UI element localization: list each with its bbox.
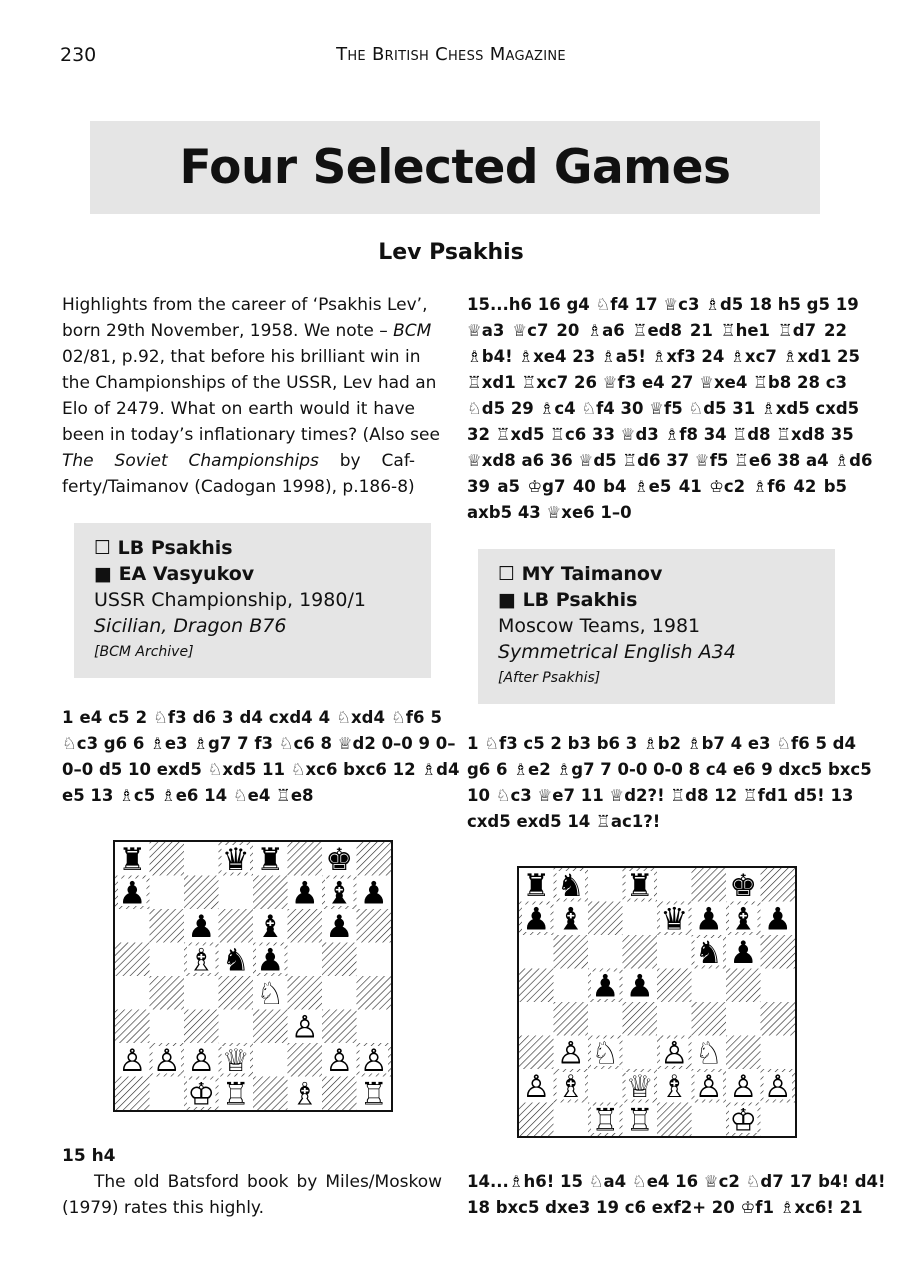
intro-line: born 29th November, 1958. We note – BCM (62, 321, 432, 341)
game1-event: USSR Championship, 1980/1 (94, 589, 366, 611)
game2-dark-square (554, 1002, 589, 1036)
move-line: ♘c3 g6 6 ♗e3 ♗g7 7 f3 ♘c6 8 ♕d2 0–0 9 0– (62, 734, 456, 753)
game2-dark-square (726, 1036, 761, 1070)
move-line: 0–0 d5 10 exd5 ♘xd5 11 ♘xc6 bxc6 12 ♗d4 (62, 760, 460, 779)
intro-line: 02/81, p.92, that before his brilliant win in (62, 347, 421, 367)
game1-diagram (113, 840, 393, 1112)
game2-dark-square (692, 868, 727, 902)
game1-black-rook-e8: ♜ (256, 842, 285, 878)
game2-after-moves (467, 1169, 886, 1221)
game2-black-bishop-g7: ♝ (729, 901, 758, 938)
game2-black-pawn-d5: ♟ (625, 968, 654, 1005)
game1-white-pawn-c2: ♙ (187, 1042, 216, 1079)
game1-black-pawn-h7: ♟ (359, 875, 388, 912)
game1-dark-square (322, 1077, 357, 1111)
italic-title: BCM (393, 321, 432, 341)
intro-line: ferty/Taimanov (Cadogan 1998), p.186-8) (62, 477, 415, 497)
move-line: 15...h6 16 g4 ♘f4 17 ♕c3 ♗d5 18 h5 g5 19 (467, 295, 859, 314)
game2-white-pawn-f2: ♙ (694, 1068, 723, 1105)
game1-dark-square (150, 842, 185, 876)
game1-dark-square (115, 943, 150, 977)
game1-white-queen-d2: ♕ (221, 1042, 250, 1079)
game1-white-pawn-b2: ♙ (152, 1042, 181, 1079)
game1-black-pawn-a7: ♟ (118, 875, 147, 912)
move-line: ♖xd1 ♖xc7 26 ♕f3 e4 27 ♕xe4 ♖b8 28 c3 (467, 373, 847, 392)
game2-white-pawn-e3: ♙ (660, 1035, 689, 1072)
game2-white-rook-c1: ♖ (591, 1102, 620, 1136)
game2-dark-square (761, 935, 796, 969)
game2-white-pawn-b3: ♙ (556, 1035, 585, 1072)
game1-dark-square (253, 1077, 288, 1111)
game1-dark-square (322, 943, 357, 977)
game2-dark-square (657, 1103, 692, 1137)
game1-dark-square (357, 976, 392, 1010)
game1-header-box (74, 523, 431, 678)
game2-dark-square (519, 969, 554, 1003)
game1-dark-square (115, 1077, 150, 1111)
game1-white-bishop-c5: ♗ (187, 942, 216, 979)
game1-dark-square (219, 976, 254, 1010)
move-line: axb5 43 ♕xe6 1–0 (467, 503, 632, 522)
move-line: e5 13 ♗c5 ♗e6 14 ♘e4 ♖e8 (62, 786, 314, 805)
game2-black-knight-b8: ♞ (556, 868, 585, 904)
game2-dark-square (588, 902, 623, 936)
game1-black-pawn-c6: ♟ (187, 908, 216, 945)
game1-dark-square (115, 1010, 150, 1044)
game2-event: Moscow Teams, 1981 (498, 615, 701, 637)
article-author: Lev Psakhis (378, 240, 524, 265)
move-line: ♘d5 29 ♗c4 ♘f4 30 ♕f5 ♘d5 31 ♗xd5 cxd5 (467, 399, 860, 418)
game1-dark-square (219, 909, 254, 943)
game2-white-knight-f3: ♘ (694, 1035, 723, 1072)
game2-dark-square (519, 1036, 554, 1070)
game2-black-player: ■ LB Psakhis (498, 589, 638, 611)
game1-dark-square (288, 976, 323, 1010)
game1-white-player: ☐ LB Psakhis (94, 537, 233, 559)
move-line: 18 bxc5 dxe3 19 c6 exf2+ 20 ♔f1 ♗xc6! 21 (467, 1198, 863, 1217)
move-line: cxd5 exd5 14 ♖ac1?! (467, 812, 661, 831)
game2-black-king-g8: ♚ (729, 868, 758, 904)
game1-dark-square (357, 842, 392, 876)
game1-board-svg (115, 842, 391, 1110)
game2-dark-square (554, 935, 589, 969)
game1-dark-square (288, 909, 323, 943)
intro-line: Elo of 2479. What on earth would it have (62, 399, 415, 419)
game2-black-knight-f6: ♞ (694, 934, 723, 971)
move-line: 1 ♘f3 c5 2 b3 b6 3 ♗b2 ♗b7 4 e3 ♘f6 5 d4 (467, 734, 856, 753)
game1-dark-square (322, 1010, 357, 1044)
game1-white-pawn-h2: ♙ (359, 1042, 388, 1079)
game1-black-pawn-e5: ♟ (256, 942, 285, 979)
move-line: ♗b4! ♗xe4 23 ♗a5! ♗xf3 24 ♗xc7 ♗xd1 25 (467, 347, 861, 366)
game1-white-pawn-a2: ♙ (118, 1042, 147, 1079)
game2-white-king-g1: ♔ (729, 1102, 758, 1136)
game2-black-pawn-g6: ♟ (729, 934, 758, 971)
move-line: 10 ♘c3 ♕e7 11 ♕d2?! ♖d8 12 ♖fd1 d5! 13 (467, 786, 854, 805)
game2-white-queen-d2: ♕ (625, 1068, 654, 1105)
running-head (0, 44, 902, 65)
move-line: 14...♗h6! 15 ♘a4 ♘e4 16 ♕c2 ♘d7 17 b4! d4! (467, 1172, 886, 1191)
game1-dark-square (357, 909, 392, 943)
game1-dark-square (150, 909, 185, 943)
game2-dark-square (623, 935, 658, 969)
game2-white-knight-c3: ♘ (591, 1035, 620, 1072)
game2-dark-square (761, 1002, 796, 1036)
game1-dark-square (253, 876, 288, 910)
game2-black-rook-a8: ♜ (522, 868, 551, 904)
game2-opening: Symmetrical English A34 (498, 641, 736, 663)
game2-diagram (517, 866, 797, 1138)
game2-dark-square (519, 1103, 554, 1137)
move-line: ♕xd8 a6 36 ♕d5 ♖d6 37 ♕f5 ♖e6 38 a4 ♗d6 (467, 451, 873, 470)
game2-header-box (478, 549, 835, 704)
move-line: 39 a5 ♔g7 40 b4 ♗e5 41 ♔c2 ♗f6 42 b5 (467, 477, 847, 496)
game1-black-queen-d8: ♛ (221, 842, 250, 878)
game2-black-pawn-a7: ♟ (522, 901, 551, 938)
game2-black-queen-e7: ♛ (660, 901, 689, 938)
game1-black-rook-a8: ♜ (118, 842, 147, 878)
article-title: Four Selected Games (179, 140, 731, 195)
game1-dark-square (288, 842, 323, 876)
game1-black-pawn-f7: ♟ (290, 875, 319, 912)
game1-moves (62, 705, 460, 809)
right-col-moves (467, 292, 873, 526)
game1-white-pawn-f3: ♙ (290, 1009, 319, 1046)
game2-dark-square (761, 868, 796, 902)
game2-white-pawn-a2: ♙ (522, 1068, 551, 1105)
game2-white-bishop-b2: ♗ (556, 1068, 585, 1105)
intro-line: been in today’s inflationary times? (Also see (62, 425, 440, 445)
intro-line: The Soviet Championships by Caf- (62, 451, 416, 471)
game2-black-pawn-f7: ♟ (694, 901, 723, 938)
game2-black-rook-d8: ♜ (625, 868, 654, 904)
game1-white-rook-d1: ♖ (221, 1076, 250, 1110)
intro-line: the Championships of the USSR, Lev had an (62, 373, 437, 393)
game2-white-bishop-e2: ♗ (660, 1068, 689, 1105)
game1-dark-square (288, 1043, 323, 1077)
game1-black-player: ■ EA Vasyukov (94, 563, 255, 585)
game1-dark-square (184, 876, 219, 910)
move-line: 32 ♖xd5 ♖c6 33 ♕d3 ♗f8 34 ♖d8 ♖xd8 35 (467, 425, 854, 444)
game2-dark-square (623, 1002, 658, 1036)
intro-line: Highlights from the career of ‘Psakhis Lev’, (62, 295, 428, 315)
italic-title: The Soviet Championships (62, 451, 319, 471)
move-line: 1 e4 c5 2 ♘f3 d6 3 d4 cxd4 4 ♘xd4 ♘f6 5 (62, 708, 442, 727)
game1-opening: Sicilian, Dragon B76 (94, 615, 287, 637)
game1-dark-square (253, 1010, 288, 1044)
move-line: ♕a3 ♕c7 20 ♗a6 ♖ed8 21 ♖he1 ♖d7 22 (467, 321, 847, 340)
game2-white-pawn-g2: ♙ (729, 1068, 758, 1105)
game2-dark-square (657, 969, 692, 1003)
game1-white-bishop-f1: ♗ (290, 1076, 319, 1110)
game1-black-pawn-g6: ♟ (325, 908, 354, 945)
game2-dark-square (726, 969, 761, 1003)
game2-black-pawn-h7: ♟ (763, 901, 792, 938)
game1-black-bishop-e6: ♝ (256, 908, 285, 945)
game1-comment-text: The old Batsford book by Miles/Moskow (1979) rates this highly. (62, 1172, 442, 1218)
game1-white-pawn-g2: ♙ (325, 1042, 354, 1079)
game1-after-move: 15 h4 (62, 1146, 116, 1166)
game2-white-rook-d1: ♖ (625, 1102, 654, 1136)
game2-black-pawn-c5: ♟ (591, 968, 620, 1005)
running-head-text: The British Chess Magazine (336, 44, 566, 65)
game1-dark-square (150, 976, 185, 1010)
game2-dark-square (692, 1002, 727, 1036)
game1-white-king-c1: ♔ (187, 1076, 216, 1110)
intro-paragraph (62, 292, 440, 500)
page-number: 230 (60, 44, 97, 66)
game1-black-king-g8: ♚ (325, 842, 354, 878)
game1-comment (62, 1169, 442, 1221)
move-line: g6 6 ♗e2 ♗g7 7 0-0 0-0 8 c4 e6 9 dxc5 bxc5 (467, 760, 872, 779)
game2-black-bishop-b7: ♝ (556, 901, 585, 938)
game2-moves (467, 731, 872, 835)
game1-dark-square (184, 1010, 219, 1044)
game2-white-player: ☐ MY Taimanov (498, 563, 663, 585)
game1-black-bishop-g7: ♝ (325, 875, 354, 912)
game2-white-pawn-h2: ♙ (763, 1068, 792, 1105)
game2-source: [After Psakhis] (498, 670, 601, 686)
game1-source: [BCM Archive] (94, 644, 194, 660)
game2-board-svg (519, 868, 795, 1136)
game1-black-knight-d5: ♞ (221, 942, 250, 979)
game1-white-rook-h1: ♖ (359, 1076, 388, 1110)
game1-white-knight-e4: ♘ (256, 975, 285, 1012)
